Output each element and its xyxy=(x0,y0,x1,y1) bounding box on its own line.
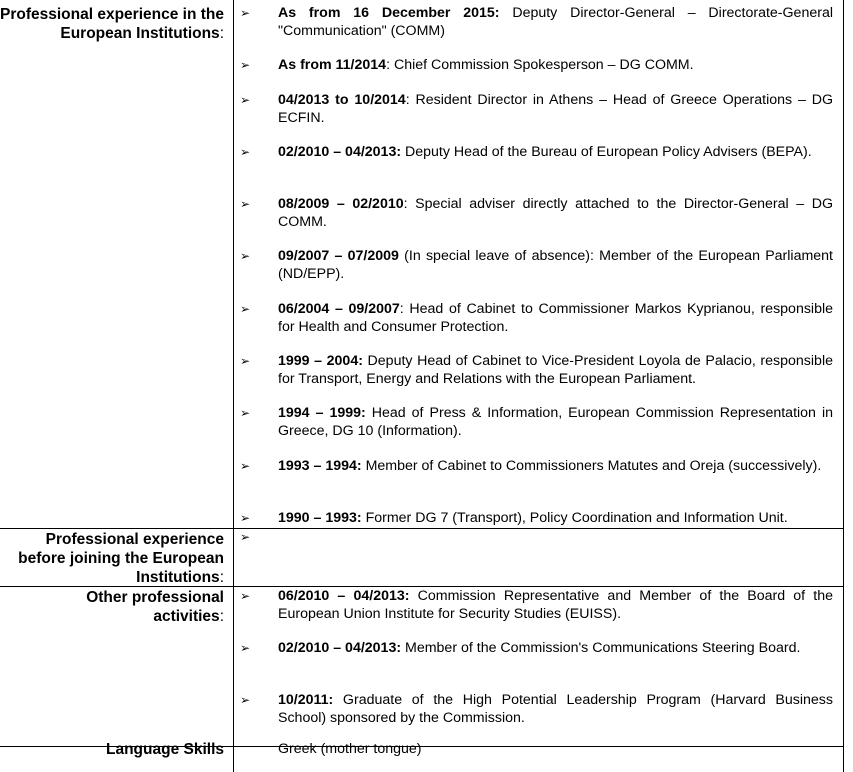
list-item: 1990 – 1993: Former DG 7 (Transport), Policy Coordination and Information Unit. xyxy=(278,510,788,526)
bullet-arrow-icon: ➢ xyxy=(240,530,251,544)
list-item: 1993 – 1994: Member of Cabinet to Commissioners Matutes and Oreja (successively). xyxy=(278,458,822,474)
list-item: 1994 – 1999: Head of Press & Information, European Commission Representation in Greece, DG 10 (Information). xyxy=(278,405,833,439)
bullet-arrow-icon: ➢ xyxy=(240,93,251,107)
list-item: 09/2007 – 07/2009 (In special leave of absence): Member of the European Parliament (ND/EPP). xyxy=(278,248,834,282)
bullet-arrow-icon: ➢ xyxy=(240,58,251,72)
section-label-text: Other professional activities xyxy=(86,589,224,625)
list-item: 02/2010 – 04/2013: Deputy Head of the Bureau of European Policy Advisers (BEPA). xyxy=(278,144,812,160)
bullet-arrow-icon: ➢ xyxy=(240,511,251,525)
list-item: As from 11/2014: Chief Commission Spokesperson – DG COMM. xyxy=(278,57,694,73)
bullet-arrow-icon: ➢ xyxy=(240,6,251,20)
bullet-arrow-icon: ➢ xyxy=(240,589,251,603)
section-label-eu-experience xyxy=(0,5,224,43)
bullet-arrow-icon: ➢ xyxy=(240,641,251,655)
section-label-language-skills: Language Skills xyxy=(105,742,224,758)
list-item: 06/2010 – 04/2013: Commission Representative and Member of the Board of the European Union Institute for Security Studies (EUISS). xyxy=(278,588,833,622)
bullet-arrow-icon: ➢ xyxy=(240,302,251,316)
section-label-text: Professional experience before joining the European Institutions xyxy=(18,531,224,586)
bullet-arrow-icon: ➢ xyxy=(240,145,251,159)
list-item: 10/2011: Graduate of the High Potential Leadership Program (Harvard Business School) sponsored by the Commission. xyxy=(278,692,833,726)
section-label-colon: : xyxy=(219,569,224,586)
list-item: 1999 – 2004: Deputy Head of Cabinet to Vice-President Loyola de Palacio, responsible for Transport, Energy and Relations with the European Parliament. xyxy=(278,353,833,387)
section-label-other-activities xyxy=(74,588,224,626)
list-item: As from 16 December 2015: Deputy Director-General – Directorate-General "Communication" (COMM) xyxy=(278,5,834,39)
section-label-prior-experience xyxy=(0,530,224,587)
bullet-arrow-icon: ➢ xyxy=(240,354,251,368)
bullet-arrow-icon: ➢ xyxy=(240,693,251,707)
list-item: 02/2010 – 04/2013: Member of the Commission's Communications Steering Board. xyxy=(278,640,801,656)
section-label-text: Professional experience in the European Institutions xyxy=(0,6,224,42)
section-label-colon: : xyxy=(219,25,224,42)
next-row-cutoff xyxy=(0,742,853,772)
list-item: 06/2004 – 09/2007: Head of Cabinet to Commissioner Markos Kyprianou, responsible for Health and Consumer Protection. xyxy=(278,301,834,335)
column-divider xyxy=(233,0,234,772)
bullet-arrow-icon: ➢ xyxy=(240,406,251,420)
bullet-arrow-icon: ➢ xyxy=(240,197,251,211)
list-item: 08/2009 – 02/2010: Special adviser directly attached to the Director-General – DG COMM. xyxy=(278,196,834,230)
row-divider-1 xyxy=(0,528,844,529)
list-item: 04/2013 to 10/2014: Resident Director in Athens – Head of Greece Operations – DG ECFIN. xyxy=(278,92,834,126)
section-label-colon: : xyxy=(219,608,224,625)
bullet-arrow-icon: ➢ xyxy=(240,459,251,473)
bullet-arrow-icon: ➢ xyxy=(240,249,251,263)
list-item: Greek (mother tongue) xyxy=(278,742,422,757)
right-border xyxy=(843,0,844,772)
